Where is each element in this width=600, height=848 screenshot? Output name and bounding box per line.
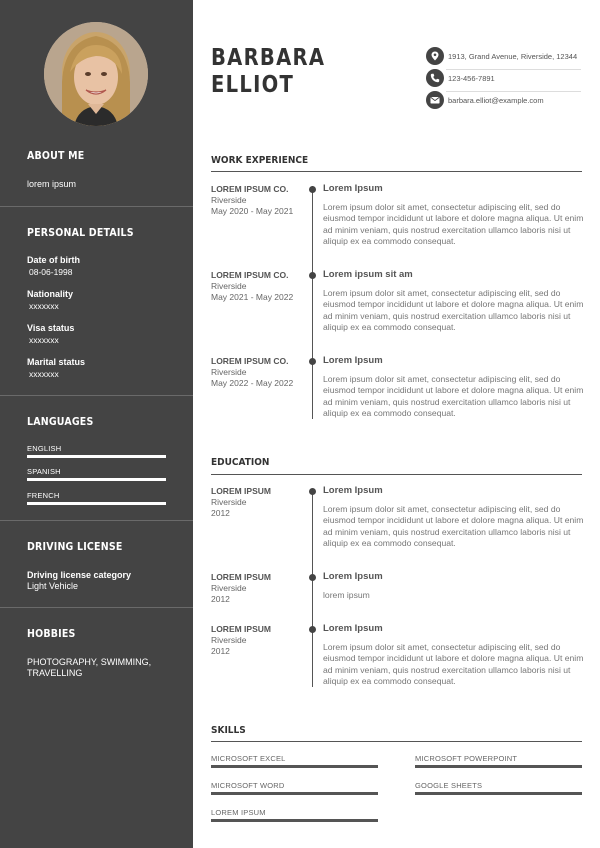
entry-dates: May 2022 - May 2022: [211, 378, 294, 388]
candidate-name: [211, 45, 325, 99]
entry-title: Lorem Ipsum: [323, 355, 383, 366]
section-rule: [211, 741, 582, 742]
nationality-value: xxxxxxx: [29, 301, 59, 311]
contact-address: [426, 47, 581, 69]
timeline-dot: [309, 488, 316, 495]
sidebar-divider: [0, 395, 193, 396]
skill-name: GOOGLE SHEETS: [415, 781, 483, 790]
work-experience-heading: WORK EXPERIENCE: [211, 155, 309, 166]
entry-dates: May 2021 - May 2022: [211, 292, 294, 302]
entry-location: Riverside: [211, 497, 247, 507]
phone-icon: [426, 69, 444, 87]
entry-description: Lorem ipsum dolor sit amet, consectetur adipiscing elit, sed do eiusmod tempor incididunt ut labore et dolore magna aliqua. Ut enim ad minim veniam, quis nostrud exercitation ullamco laboris nisi ut aliquip ex ea commodo consequat.: [323, 504, 584, 548]
first-name: BARBARA: [211, 45, 326, 71]
language-level-bar: [27, 478, 166, 481]
entry-title: Lorem ipsum sit am: [323, 269, 413, 280]
education-entry-body: [323, 485, 585, 549]
skill-name: MICROSOFT EXCEL: [211, 754, 286, 763]
education-entry-body: [323, 571, 585, 601]
skills-heading: SKILLS: [211, 725, 246, 736]
entry-description: lorem ipsum: [323, 590, 370, 600]
skill-level-bar: [211, 792, 378, 795]
hobbies-line: TRAVELLING: [27, 668, 83, 678]
skill-level-bar: [415, 792, 582, 795]
work-entry-meta: [211, 270, 306, 303]
personal-details-heading: PERSONAL DETAILS: [27, 227, 134, 239]
education-entry-meta: [211, 572, 306, 605]
entry-title: Lorem Ipsum: [323, 485, 383, 496]
visa-value: xxxxxxx: [29, 335, 59, 345]
work-entry-meta: [211, 184, 306, 217]
entry-location: Riverside: [211, 635, 247, 645]
entry-org: LOREM IPSUM CO.: [211, 184, 289, 194]
education-entry-meta: [211, 624, 306, 657]
section-rule: [211, 171, 582, 172]
entry-org: LOREM IPSUM: [211, 624, 271, 634]
work-entry-body: [323, 355, 585, 419]
skill-level-bar: [211, 819, 378, 822]
sidebar-divider: [0, 206, 193, 207]
hobbies-line: PHOTOGRAPHY, SWIMMING,: [27, 657, 152, 667]
marital-value: xxxxxxx: [29, 369, 59, 379]
entry-title: Lorem Ipsum: [323, 183, 383, 194]
phone-text: 123-456-7891: [448, 74, 495, 83]
section-rule: [211, 474, 582, 475]
language-level-bar: [27, 502, 166, 505]
contact-phone: [426, 69, 581, 91]
entry-org: LOREM IPSUM CO.: [211, 356, 289, 366]
skill-name: MICROSOFT WORD: [211, 781, 285, 790]
nationality-label: Nationality: [27, 289, 74, 299]
about-heading: ABOUT ME: [27, 150, 85, 162]
languages-heading: LANGUAGES: [27, 416, 94, 428]
profile-photo: [44, 22, 148, 126]
entry-org: LOREM IPSUM: [211, 486, 271, 496]
driving-category-label: Driving license category: [27, 570, 132, 580]
work-entry-body: [323, 269, 585, 333]
main-content: [193, 0, 600, 848]
language-name: SPANISH: [27, 467, 61, 476]
entry-description: Lorem ipsum dolor sit amet, consectetur adipiscing elit, sed do eiusmod tempor incididunt ut labore et dolore magna aliqua. Ut enim ad minim veniam, quis nostrud exercitation ullamco laboris nisi ut aliquip ex ea commodo consequat.: [323, 374, 584, 418]
entry-org: LOREM IPSUM: [211, 572, 271, 582]
email-icon: [426, 91, 444, 109]
visa-label: Visa status: [27, 323, 75, 333]
timeline-dot: [309, 626, 316, 633]
location-pin-icon: [426, 47, 444, 65]
sidebar: [0, 0, 193, 848]
entry-title: Lorem Ipsum: [323, 623, 383, 634]
education-entry-meta: [211, 486, 306, 519]
dob-value: 08-06-1998: [29, 267, 73, 277]
hobbies-heading: HOBBIES: [27, 628, 76, 640]
work-entry-body: [323, 183, 585, 247]
skill-name: LOREM IPSUM: [211, 808, 266, 817]
timeline-dot: [309, 358, 316, 365]
timeline-dot: [309, 186, 316, 193]
entry-dates: 2012: [211, 594, 230, 604]
entry-description: Lorem ipsum dolor sit amet, consectetur adipiscing elit, sed do eiusmod tempor incididunt ut labore et dolore magna aliqua. Ut enim ad minim veniam, quis nostrud exercitation ullamco laboris nisi ut aliquip ex ea commodo consequat.: [323, 642, 584, 686]
entry-dates: May 2020 - May 2021: [211, 206, 294, 216]
contact-email: [426, 91, 581, 113]
education-heading: EDUCATION: [211, 457, 270, 468]
timeline-line: [312, 489, 313, 687]
entry-location: Riverside: [211, 281, 247, 291]
education-entry-body: [323, 623, 585, 687]
entry-location: Riverside: [211, 583, 247, 593]
about-text: lorem ipsum: [27, 179, 77, 189]
language-level-bar: [27, 455, 166, 458]
skill-level-bar: [415, 765, 582, 768]
last-name: ELLIOT: [211, 72, 295, 98]
marital-label: Marital status: [27, 357, 86, 367]
entry-location: Riverside: [211, 195, 247, 205]
timeline-dot: [309, 574, 316, 581]
language-name: FRENCH: [27, 491, 60, 500]
sidebar-divider: [0, 607, 193, 608]
address-text: 1913, Grand Avenue, Riverside, 12344: [448, 52, 578, 61]
email-text: barbara.elliot@example.com: [448, 96, 544, 105]
timeline-dot: [309, 272, 316, 279]
entry-description: Lorem ipsum dolor sit amet, consectetur adipiscing elit, sed do eiusmod tempor incididunt ut labore et dolore magna aliqua. Ut enim ad minim veniam, quis nostrud exercitation ullamco laboris nisi ut aliquip ex ea commodo consequat.: [323, 288, 584, 332]
timeline-line: [312, 186, 313, 419]
entry-description: Lorem ipsum dolor sit amet, consectetur adipiscing elit, sed do eiusmod tempor incididunt ut labore et dolore magna aliqua. Ut enim ad minim veniam, quis nostrud exercitation ullamco laboris nisi ut aliquip ex ea commodo consequat.: [323, 202, 584, 246]
sidebar-divider: [0, 520, 193, 521]
work-entry-meta: [211, 356, 306, 389]
entry-dates: 2012: [211, 646, 230, 656]
entry-org: LOREM IPSUM CO.: [211, 270, 289, 280]
driving-license-heading: DRIVING LICENSE: [27, 541, 123, 553]
entry-dates: 2012: [211, 508, 230, 518]
skill-name: MICROSOFT POWERPOINT: [415, 754, 518, 763]
language-name: ENGLISH: [27, 444, 62, 453]
driving-category-value: Light Vehicle: [27, 581, 79, 591]
dob-label: Date of birth: [27, 255, 80, 265]
entry-title: Lorem Ipsum: [323, 571, 383, 582]
entry-location: Riverside: [211, 367, 247, 377]
skill-level-bar: [211, 765, 378, 768]
